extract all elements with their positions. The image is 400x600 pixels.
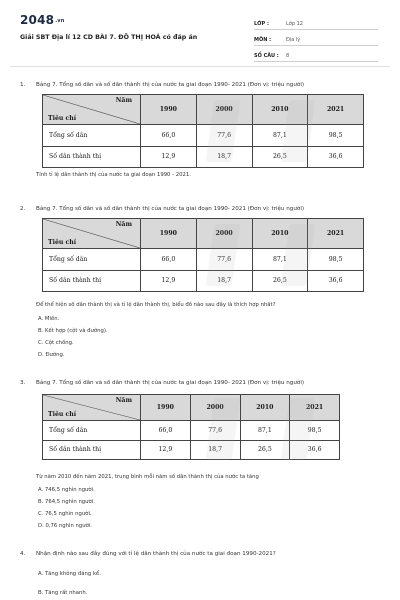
table-corner-cell <box>43 395 141 421</box>
table-cell: 12,9 <box>141 440 191 460</box>
question-number: 1. <box>20 82 26 88</box>
table-cell: 87,1 <box>240 421 290 441</box>
year-header: 2021 <box>290 395 340 421</box>
year-header: 2000 <box>196 219 252 249</box>
row-label: Số dân thành thị <box>43 440 141 460</box>
table-cell: 26,5 <box>252 146 308 168</box>
table-cell: 77,6 <box>196 249 252 271</box>
answer-option[interactable]: C. 76,5 nghìn người. <box>38 511 92 517</box>
question-text: Bảng 7. Tổng số dân và số dân thành thị của nước ta giai đoạn 1990- 2021 (Đơn vị: triệu người) <box>36 82 305 88</box>
document-title: Giải SBT Địa lí 12 CD BÀI 7. ĐÔ THỊ HOÁ có đáp án <box>20 34 198 41</box>
answer-option[interactable]: A. Miền. <box>38 316 60 322</box>
year-header: 2010 <box>252 219 308 249</box>
meta-key: MÔN : <box>254 37 272 43</box>
table-cell: 12,9 <box>141 146 197 168</box>
meta-value: Địa lý <box>286 37 301 43</box>
year-header: 1990 <box>141 95 197 125</box>
year-header: 2010 <box>240 395 290 421</box>
meta-key: LỚP : <box>254 21 269 27</box>
table-cell: 66,0 <box>141 125 197 147</box>
page-header <box>0 0 400 66</box>
table-cell: 18,7 <box>196 270 252 292</box>
data-table-2 <box>42 218 364 292</box>
table-cell: 87,1 <box>252 249 308 271</box>
question-text: Nhận định nào sau đây đúng với tỉ lệ dân thành thị của nước ta giai đoạn 1990-2021? <box>36 551 276 557</box>
answer-option[interactable]: B. Kết hợp (cột và đường). <box>38 328 108 334</box>
table-row <box>43 146 364 168</box>
answer-option[interactable]: C. Cột chồng. <box>38 340 74 346</box>
header-divider <box>10 66 390 67</box>
table-row <box>43 249 364 271</box>
answer-option[interactable]: B. 764,5 nghìn người. <box>38 499 95 505</box>
table-cell: 77,6 <box>190 421 240 441</box>
table-cell: 36,6 <box>308 146 364 168</box>
corner-year-label: Năm <box>115 221 132 228</box>
question-prompt: Để thể hiện số dân thành thị và tỉ lệ dân thành thị, biểu đồ nào sau đây là thích hợp nhất? <box>36 302 276 308</box>
table-cell: 26,5 <box>252 270 308 292</box>
year-header: 1990 <box>141 219 197 249</box>
meta-row-count <box>254 48 378 62</box>
answer-option[interactable]: B. Tăng rất nhanh. <box>38 590 88 596</box>
year-header: 2021 <box>308 95 364 125</box>
question-prompt: Từ năm 2010 đến năm 2021, trung bình mỗi năm số dân thành thị của nước ta tăng <box>36 474 259 480</box>
logo-suffix: .vn <box>55 17 65 24</box>
table-cell: 66,0 <box>141 249 197 271</box>
question-prompt: Tính tỉ lệ dân thành thị của nước ta giai đoạn 1990 - 2021. <box>36 172 191 178</box>
table-corner-cell <box>43 95 141 125</box>
answer-option[interactable]: D. Đường. <box>38 352 65 358</box>
answer-option[interactable]: D. 0,76 nghìn người. <box>38 523 92 529</box>
question-number: 4. <box>20 551 26 557</box>
year-header: 1990 <box>141 395 191 421</box>
corner-year-label: Năm <box>115 97 132 104</box>
data-table-1 <box>42 94 364 168</box>
answer-option[interactable]: A. 746,5 nghìn người. <box>38 487 95 493</box>
year-header: 2000 <box>196 95 252 125</box>
table-row <box>43 125 364 147</box>
table-cell: 18,7 <box>196 146 252 168</box>
meta-value: 8 <box>286 53 290 59</box>
table-row <box>43 270 364 292</box>
table-cell: 98,5 <box>308 125 364 147</box>
table-cell: 12,9 <box>141 270 197 292</box>
question-text: Bảng 7. Tổng số dân và số dân thành thị của nước ta giai đoạn 1990- 2021 (Đơn vị: triệu người) <box>36 206 305 212</box>
answer-option[interactable]: A. Tăng không đáng kể. <box>38 571 101 577</box>
year-header: 2000 <box>190 395 240 421</box>
table-cell: 18,7 <box>190 440 240 460</box>
year-header: 2010 <box>252 95 308 125</box>
question-number: 2. <box>20 206 26 212</box>
table-cell: 87,1 <box>252 125 308 147</box>
site-logo[interactable] <box>20 13 65 27</box>
meta-key: SỐ CÂU : <box>254 53 279 59</box>
question-number: 3. <box>20 380 26 386</box>
table-cell: 36,6 <box>290 440 340 460</box>
table-cell: 98,5 <box>308 249 364 271</box>
question-text: Bảng 7. Tổng số dân và số dân thành thị của nước ta giai đoạn 1990- 2021 (Đơn vị: triệu người) <box>36 380 305 386</box>
meta-row-subject <box>254 32 378 46</box>
year-header: 2021 <box>308 219 364 249</box>
meta-info <box>254 16 378 64</box>
table-cell: 66,0 <box>141 421 191 441</box>
row-label: Số dân thành thị <box>43 146 141 168</box>
row-label: Tổng số dân <box>43 421 141 441</box>
row-label: Tổng số dân <box>43 249 141 271</box>
table-corner-cell <box>43 219 141 249</box>
row-label: Số dân thành thị <box>43 270 141 292</box>
meta-value: Lớp 12 <box>286 21 303 27</box>
logo-text: 2048 <box>20 13 55 27</box>
table-cell: 77,6 <box>196 125 252 147</box>
table-cell: 36,6 <box>308 270 364 292</box>
corner-criteria-label: Tiêu chí <box>48 411 77 418</box>
corner-criteria-label: Tiêu chí <box>48 115 77 122</box>
table-cell: 98,5 <box>290 421 340 441</box>
row-label: Tổng số dân <box>43 125 141 147</box>
meta-row-class <box>254 16 378 30</box>
corner-criteria-label: Tiêu chí <box>48 239 77 246</box>
table-cell: 26,5 <box>240 440 290 460</box>
corner-year-label: Năm <box>115 397 132 404</box>
